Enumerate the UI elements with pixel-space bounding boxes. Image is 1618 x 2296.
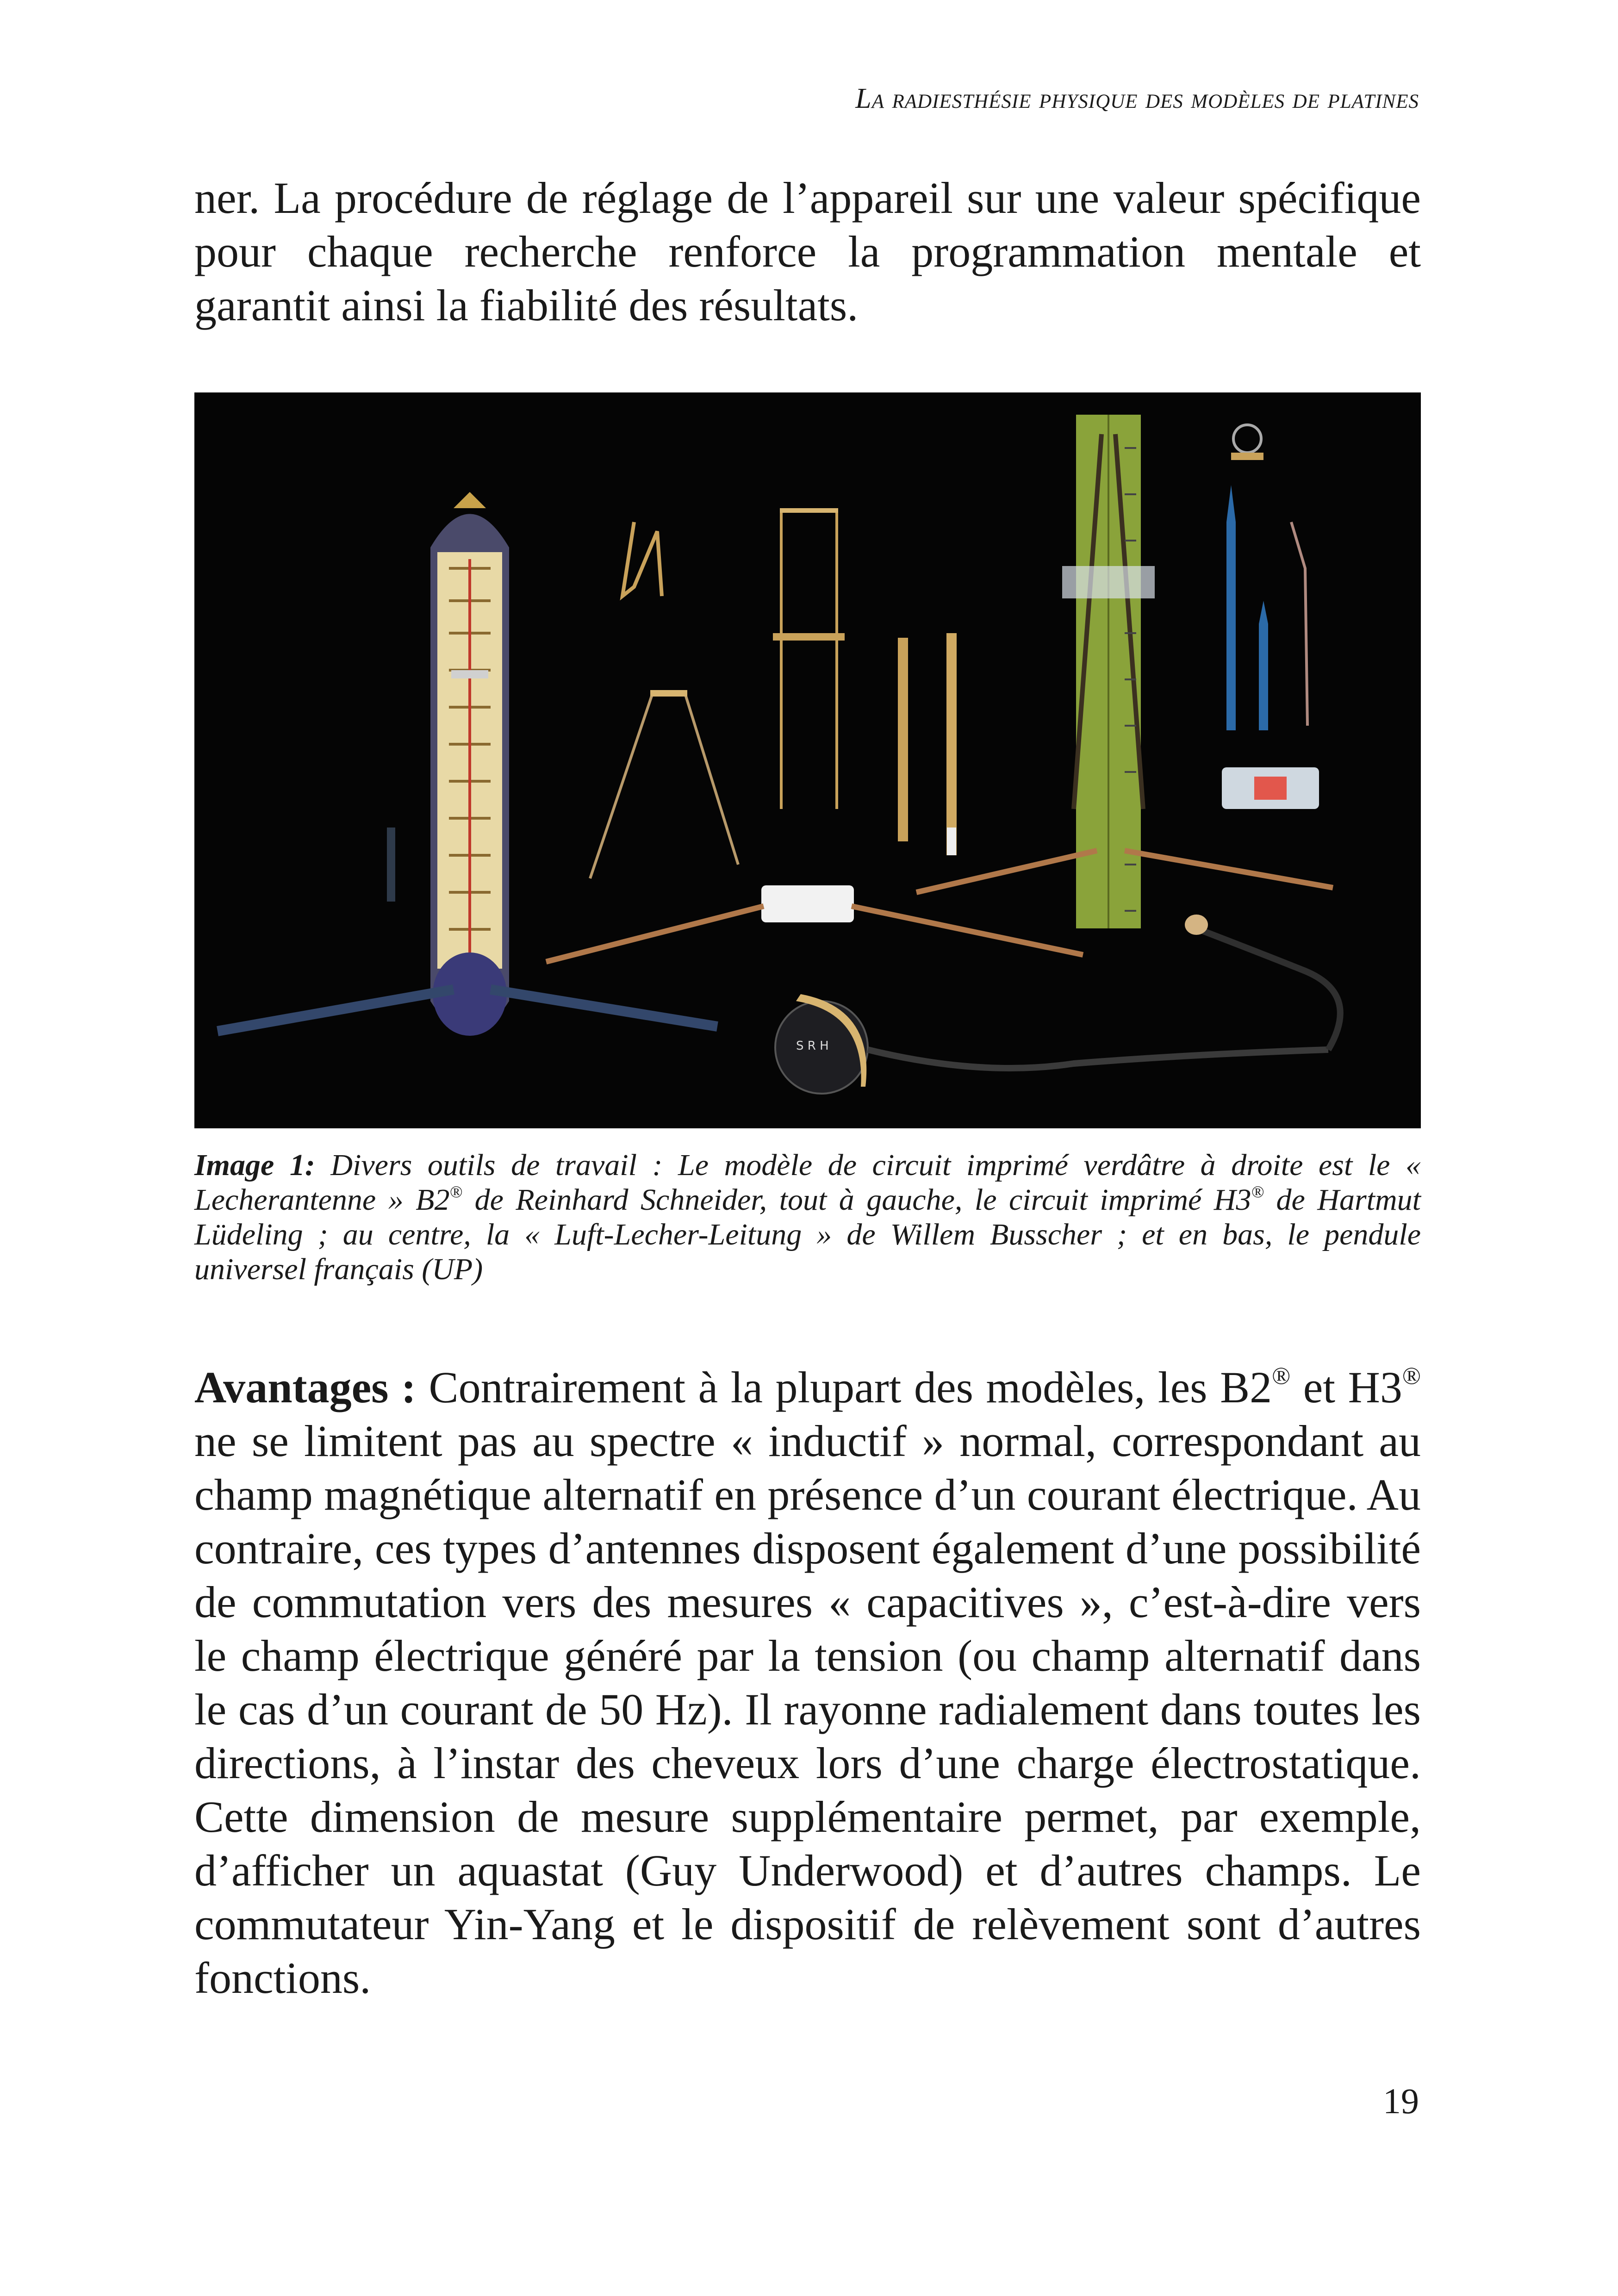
caption-text-2: de Reinhard Schneider, tout à gauche, le circuit imprimé H3 — [462, 1183, 1251, 1217]
advantages-text-3: ne se limitent pas au spectre « inductif » normal, correspondant au champ magnétique alternatif en présence d’un courant électrique. Au contraire, ces types d’antennes disposent également d’une possibilité de commutation vers des mesures « capacitives », c’est-à-dire vers le champ électrique généré par la tension (ou champ alternatif dans le cas d’un courant de 50 Hz). Il rayonne radialement dans toutes les directions, à l’instar des cheveux lors d’une charge électrostatique. Cette dimension de mesure supplémentaire permet, par exemple, d’afficher un aquastat (Guy Underwood) et d’autres champs. Le commutateur Yin-Yang et le dispositif de relèvement sont d’autres fonctions. — [194, 1416, 1421, 2003]
caption-text-3: de Hartmut Lüdeling ; au centre, la « Luft-Lecher-Leitung » de Willem Busscher ; et en bas, le pendule universel français (UP) — [194, 1183, 1421, 1286]
advantages-paragraph — [194, 1361, 1421, 2005]
intro-paragraph: ner. La procédure de réglage de l’appareil sur une valeur spécifique pour chaque recherche renforce la programmation mentale et garantit ainsi la fiabilité des résultats. — [194, 173, 1421, 330]
running-header: La radiesthésie physique des modèles de platines — [855, 83, 1419, 114]
caption-text-1: Divers outils de travail : Le modèle de circuit imprimé verdâtre à droite est le « Lecherantenne » B2 — [194, 1148, 1421, 1217]
advantages-text-2: et H3 — [1290, 1363, 1402, 1412]
figure-caption — [194, 1148, 1421, 1287]
photograph-of-dowsing-tools — [194, 392, 1421, 1128]
registered-mark: ® — [449, 1182, 463, 1201]
registered-mark: ® — [1251, 1182, 1264, 1201]
registered-mark: ® — [1272, 1363, 1291, 1390]
registered-mark: ® — [1402, 1363, 1421, 1390]
svg-text:S R H: S R H — [796, 1039, 829, 1053]
advantages-label: Avantages : — [194, 1363, 417, 1412]
figure-photo — [194, 392, 1421, 1128]
h3-circuit-board — [430, 492, 509, 1036]
advantages-text-1: Contrairement à la plupart des modèles, les B2 — [416, 1363, 1272, 1412]
caption-label: Image 1: — [194, 1148, 315, 1182]
page-number: 19 — [1383, 2081, 1419, 2121]
